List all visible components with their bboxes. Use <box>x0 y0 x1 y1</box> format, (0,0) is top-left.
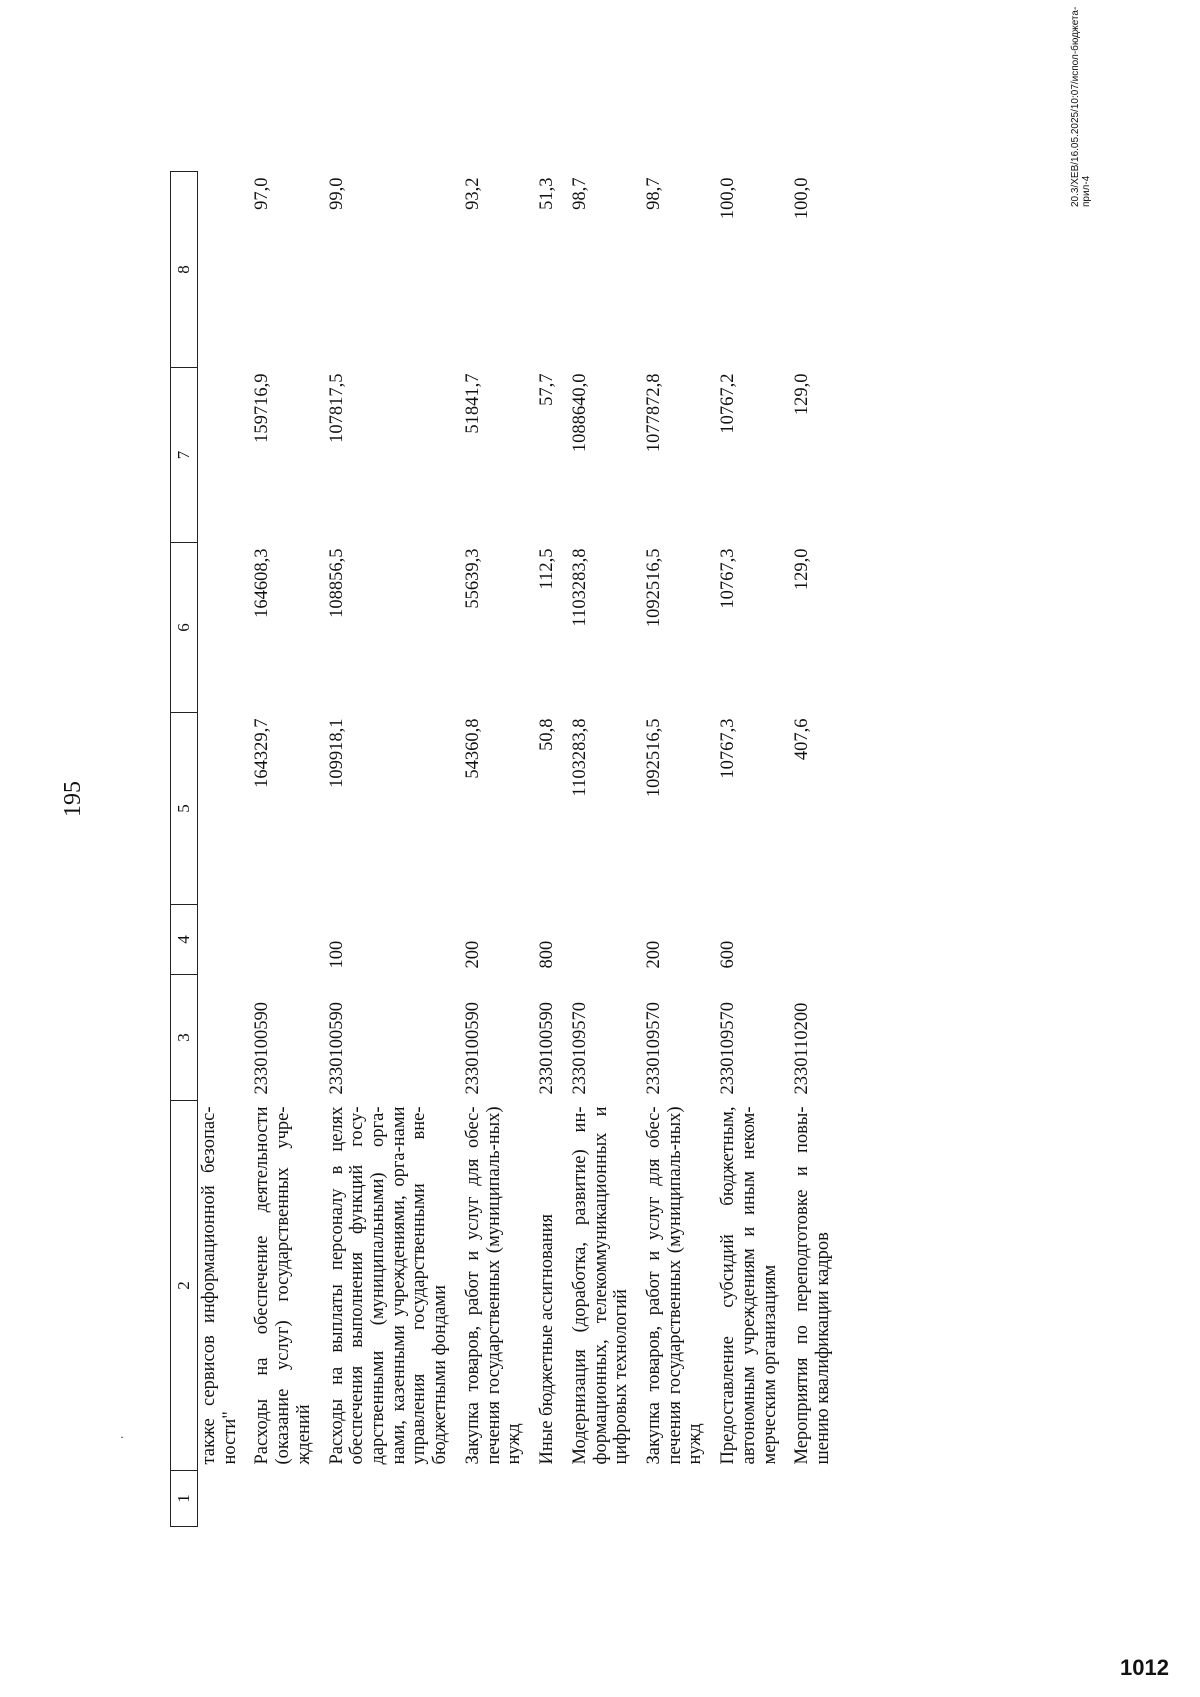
table-row <box>564 172 638 1527</box>
col-header: 4 <box>171 905 198 975</box>
row-description: Расходы на обеспечение деятельности (оказание услуг) государственных учре-ждений <box>252 1106 314 1465</box>
row-description: Модернизация (доработка, развитие) ин-формационных, телекоммуникационных и цифровых технологий <box>569 1106 632 1465</box>
row-value-5: 54360,8 <box>462 718 483 779</box>
row-description: Закупка товаров, работ и услуг для обес-печения государственных (муниципаль-ных) нужд <box>462 1106 525 1465</box>
row-description: Иные бюджетные ассигнования <box>537 1213 558 1465</box>
row-value-6: 129,0 <box>792 548 813 591</box>
row-value-8 <box>198 172 247 368</box>
col-header: 3 <box>171 975 198 1101</box>
row-code: 2330100590 <box>326 1002 347 1095</box>
row-code: 2330109570 <box>643 1002 664 1095</box>
sheet-number: 1012 <box>1120 1655 1169 1680</box>
row-type: 100 <box>326 940 347 969</box>
col-header: 5 <box>171 713 198 905</box>
row-value-6: 112,5 <box>537 548 558 590</box>
page-number: 195 <box>60 781 86 817</box>
col-header: 8 <box>171 172 198 368</box>
row-value-6: 55639,3 <box>462 548 483 609</box>
row-value-5: 1092516,5 <box>643 718 664 798</box>
row-description: Закупка товаров, работ и услуг для обес-печения государственных (муниципаль-ных) нужд <box>643 1106 706 1465</box>
table-row <box>531 172 564 1527</box>
row-value-5: 109918,1 <box>326 718 347 788</box>
row-description: Предоставление субсидий бюджетным, автономным учреждениям и иным неком-мерческим организациям <box>718 1106 780 1465</box>
table-row <box>786 172 839 1527</box>
row-value-7: 1077872,8 <box>643 373 664 453</box>
row-description: Расходы на выплаты персоналу в целях обеспечения выполнения функций госу-дарственными (муниципальными) орга-нами, казенными учреждениями, орга-нами управления государственными вне-бюджетными фондами <box>326 1106 451 1465</box>
row-value-5: 1103283,8 <box>569 718 590 797</box>
row-value-7: 129,0 <box>792 373 813 416</box>
document-footer-code: 20.3/ХЕВ/16.05.2025/10:07/испол-бюджета-прил-4 <box>1070 6 1092 207</box>
row-value-5: 407,6 <box>792 718 813 761</box>
row-value-7: 57,7 <box>537 373 558 406</box>
row-value-8: 98,7 <box>643 177 664 210</box>
row-type: 800 <box>537 940 558 969</box>
row-value-8: 93,2 <box>462 177 483 210</box>
row-description: Мероприятия по переподготовке и повы-шению квалификации кадров <box>792 1106 833 1465</box>
row-type <box>786 905 839 975</box>
row-value-6: 108856,5 <box>326 548 347 618</box>
table-row <box>712 172 786 1527</box>
row-value-5 <box>198 713 247 905</box>
row-value-8: 100,0 <box>792 177 813 220</box>
row-value-5: 164329,7 <box>252 718 273 788</box>
table-row <box>457 172 531 1527</box>
row-value-8: 97,0 <box>252 177 273 210</box>
row-code: 2330110200 <box>792 1002 813 1095</box>
row-value-6: 1103283,8 <box>569 548 590 627</box>
row-value-8: 100,0 <box>718 177 739 220</box>
col-header: 2 <box>171 1101 198 1471</box>
row-type <box>198 905 247 975</box>
table-row <box>246 172 320 1527</box>
row-code: 2330109570 <box>569 1002 590 1095</box>
row-value-6: 1092516,5 <box>643 548 664 628</box>
row-type: 200 <box>643 940 664 969</box>
col-header: 1 <box>171 1471 198 1527</box>
row-value-6 <box>198 543 247 713</box>
row-code: 2330100590 <box>252 1002 273 1095</box>
row-value-8: 98,7 <box>569 177 590 210</box>
stray-mark: · <box>120 1430 124 1444</box>
row-type <box>246 905 320 975</box>
row-value-6: 164608,3 <box>252 548 273 618</box>
header-row <box>171 172 198 1527</box>
row-value-7: 1088640,0 <box>569 373 590 453</box>
row-code: 2330100590 <box>537 1002 558 1095</box>
row-value-6: 10767,3 <box>718 548 739 609</box>
row-type: 600 <box>718 940 739 969</box>
table-row <box>321 172 457 1527</box>
table-row <box>638 172 712 1527</box>
row-value-7: 51841,7 <box>462 373 483 434</box>
col-header: 6 <box>171 543 198 713</box>
row-code: 2330100590 <box>462 1002 483 1095</box>
row-value-7: 159716,9 <box>252 373 273 443</box>
table-row <box>198 172 247 1527</box>
row-code: 2330109570 <box>718 1002 739 1095</box>
row-value-7 <box>198 368 247 543</box>
row-description: также сервисов информационной безопас-ности" <box>199 1106 240 1465</box>
row-value-8: 51,3 <box>537 177 558 210</box>
row-value-5: 50,8 <box>537 718 558 751</box>
row-value-8: 99,0 <box>326 177 347 210</box>
budget-table <box>170 171 840 1527</box>
row-code <box>198 975 247 1101</box>
row-value-7: 10767,2 <box>718 373 739 434</box>
row-value-5: 10767,3 <box>718 718 739 779</box>
row-value-7: 107817,5 <box>326 373 347 443</box>
col-header: 7 <box>171 368 198 543</box>
row-type: 200 <box>462 940 483 969</box>
row-type <box>564 905 638 975</box>
